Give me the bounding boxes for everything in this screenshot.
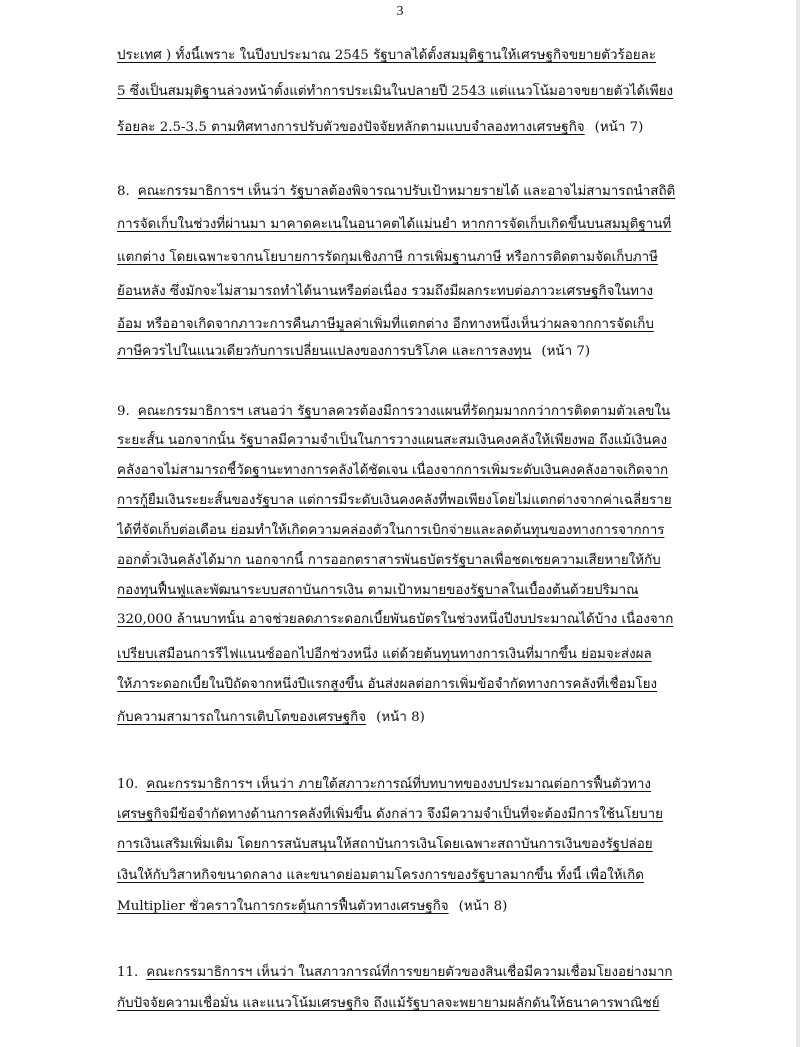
text-line	[117, 118, 692, 138]
line-text: การกู้ยืมเงินระยะสั้นของรัฐบาล แต่การมีระดับเงินคงคลังที่พอเพียงโดยไม่แตกต่างจากค่าเฉลี่ยราย	[117, 493, 672, 508]
line-text: คลังอาจไม่สามารถชี้วัดฐานะทางการคลังได้ชัดเจน เนื่องจากการเพิ่มระดับเงินคงคลังอาจเกิดจาก	[117, 463, 669, 478]
line-text: คณะกรรมาธิการฯ เห็นว่า ในสภาวการณ์ที่การขยายตัวของสินเชื่อมีความเชื่อมโยงอย่างมาก	[146, 965, 673, 980]
text-line	[117, 82, 692, 102]
line-text: ภาษีควรไปในแนวเดียวกับการเปลี่ยนแปลงของการบริโภค และการลงทุน	[117, 344, 532, 359]
line-text: เงินให้กับวิสาหกิจขนาดกลาง และขนาดย่อมตามโครงการของรัฐบาลมากขึ้น ทั้งนี้ เพื่อให้เกิด	[117, 868, 644, 883]
line-text: คณะกรรมาธิการฯ เห็นว่า ภายใต้สภาวะการณ์ที่บทบาทของงบประมาณต่อการฟื้นตัวทาง	[146, 777, 651, 792]
line-text: เปรียบเสมือนการรีไฟแนนซ์ออกไปอีกช่วงหนึ่ง แต่ด้วยต้นทุนทางการเงินที่มากขึ้น ย่อมจะส่งผล	[117, 647, 652, 662]
text-line	[117, 866, 692, 886]
text-line	[117, 521, 692, 541]
text-line	[117, 645, 692, 665]
line-text: คณะกรรมาธิการฯ เสนอว่า รัฐบาลควรต้องมีการวางแผนที่รัดกุมมากกว่าการติดตามตัวเลขใน	[137, 404, 671, 419]
text-line	[117, 581, 692, 601]
line-text: ร้อยละ 2.5-3.5 ตามทิศทางการปรับตัวของปัจจัยหลักตามแบบจำลองทางเศรษฐกิจ	[117, 120, 585, 135]
line-text: เศรษฐกิจมีข้อจำกัดทางด้านการคลังที่เพิ่มขึ้น ดังกล่าว จึงมีความจำเป็นที่จะต้องมีการใช้นโยบาย	[117, 807, 663, 822]
text-line	[117, 461, 692, 481]
text-line	[117, 994, 692, 1014]
line-text: ย้อนหลัง ซึ่งมักจะไม่สามารถทำได้นานหรือต่อเนื่อง รวมถึงมีผลกระทบต่อภาวะเศรษฐกิจในทาง	[117, 284, 654, 299]
text-line	[117, 551, 692, 571]
text-line	[117, 215, 692, 235]
line-text: ได้ที่จัดเก็บต่อเดือน ย่อมทำให้เกิดความคล่องตัวในการเบิกจ่ายและลดต้นทุนของทางการจากการ	[117, 523, 665, 538]
text-line	[117, 282, 692, 302]
line-text: คณะกรรมาธิการฯ เห็นว่า รัฐบาลต้องพิจารณาปรับเป้าหมายรายได้ และอาจไม่สามารถนำสถิติ	[137, 184, 676, 199]
text-line	[117, 708, 692, 728]
line-text: การจัดเก็บในช่วงที่ผ่านมา มาคาดคะเนในอนาคตได้แม่นยำ หากการจัดเก็บเกิดขึ้นบนสมมุติฐานที่	[117, 217, 672, 232]
page-reference: (หน้า 7)	[594, 120, 644, 135]
text-line	[117, 491, 692, 511]
text-line	[117, 675, 692, 695]
text-line	[117, 248, 692, 268]
text-line	[117, 46, 692, 66]
text-line	[117, 897, 692, 917]
text-line	[117, 610, 692, 630]
page-reference: (หน้า 7)	[541, 344, 591, 359]
page-reference: (หน้า 8)	[376, 710, 425, 725]
item-number: 8.	[117, 184, 130, 199]
line-text: Multiplier ชั่วคราวในการกระตุ้นการฟื้นตัวทางเศรษฐกิจ	[117, 899, 449, 914]
text-line	[117, 342, 692, 362]
page-number: 3	[396, 4, 404, 19]
item-number: 11.	[117, 965, 139, 980]
item-number: 10.	[117, 777, 139, 792]
text-line	[117, 182, 692, 202]
text-line	[117, 805, 692, 825]
line-text: แตกต่าง โดยเฉพาะจากนโยบายการรัดกุมเชิงภาษี การเพิ่มฐานภาษี หรือการติดตามจัดเก็บภาษี	[117, 250, 658, 265]
text-line	[117, 402, 692, 422]
text-line	[117, 315, 692, 335]
line-text: ระยะสั้น นอกจากนั้น รัฐบาลมีความจำเป็นในการวางแผนสะสมเงินคงคลังให้เพียงพอ ถึงแม้เงินคง	[117, 433, 668, 448]
line-text: อ้อม หรืออาจเกิดจากภาวะการคืนภาษีมูลค่าเพิ่มที่แตกต่าง อีกทางหนึ่งเห็นว่าผลจากการจัดเก็บ	[117, 317, 654, 332]
item-number: 9.	[117, 404, 130, 419]
text-line	[117, 963, 692, 983]
line-text: การเงินเสริมเพิ่มเติม โดยการสนับสนุนให้สถาบันการเงินโดยเฉพาะสถาบันการเงินของรัฐปล่อย	[117, 837, 653, 852]
text-line	[117, 775, 692, 795]
line-text: กับความสามารถในการเติบโตของเศรษฐกิจ	[117, 710, 367, 725]
scan-edge-shadow	[796, 0, 800, 1047]
line-text: ประเทศ ) ทั้งนี้เพราะ ในปีงบประมาณ 2545 รัฐบาลได้ตั้งสมมุติฐานให้เศรษฐกิจขยายตัวร้อยละ	[117, 48, 656, 63]
line-text: กับปัจจัยความเชื่อมั่น และแนวโน้มเศรษฐกิจ ถึงแม้รัฐบาลจะพยายามผลักดันให้ธนาคารพาณิชย์	[117, 996, 660, 1011]
line-text: 320,000 ล้านบาทนั้น อาจช่วยลดภาระดอกเบี้ยพันธบัตรในช่วงหนึ่งปีงบประมาณได้บ้าง เนื่องจาก	[117, 612, 674, 627]
line-text: ออกตั๋วเงินคลังได้มาก นอกจากนี้ การออกตราสารพันธบัตรรัฐบาลเพื่อชดเชยความเสียหายให้กับ	[117, 553, 661, 568]
line-text: ให้ภาระดอกเบี้ยในปีถัดจากหนึ่งปีแรกสูงขึ้น อันส่งผลต่อการเพิ่มข้อจำกัดทางการคลังที่เชื่อมโยง	[117, 677, 658, 692]
line-text: 5 ซึ่งเป็นสมมุติฐานล่วงหน้าตั้งแต่ทำการประเมินในปลายปี 2543 แต่แนวโน้มอาจขยายตัวได้เพียง	[117, 84, 674, 99]
line-text: กองทุนฟื้นฟูและพัฒนาระบบสถาบันการเงิน ตามเป้าหมายของรัฐบาลในเบื้องต้นด้วยปริมาณ	[117, 583, 639, 598]
page-reference: (หน้า 8)	[458, 899, 508, 914]
text-line	[117, 431, 692, 451]
text-line	[117, 835, 692, 855]
